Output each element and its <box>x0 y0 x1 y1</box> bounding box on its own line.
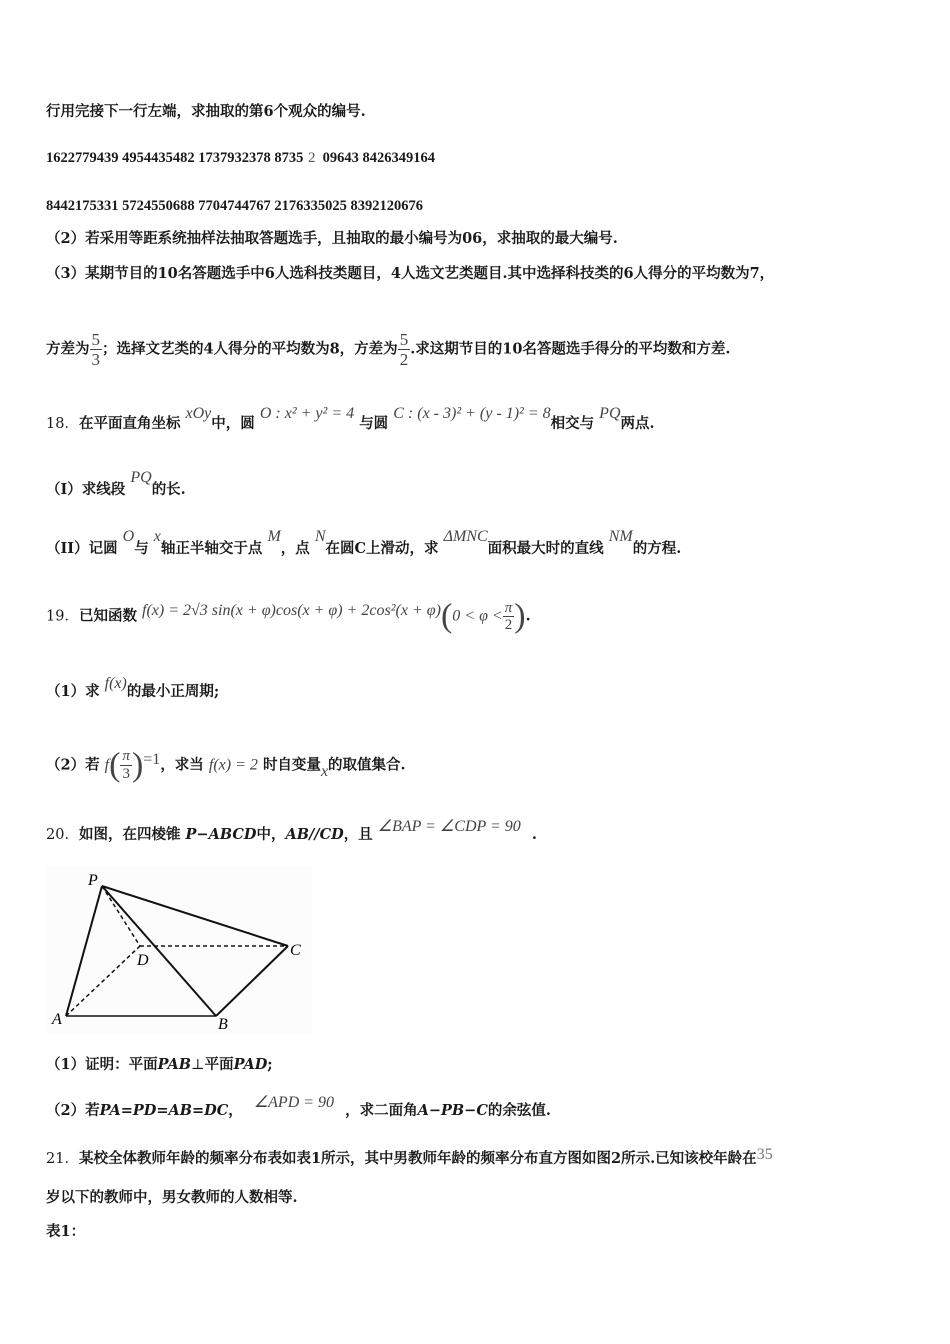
q21-stem <box>46 1146 773 1169</box>
q18-part-2-text-a: （II）记圆 <box>46 540 118 557</box>
paren-close: ) <box>131 746 144 784</box>
q17-part-2: （2）若采用等距系统抽样法抽取答题选手，且抽取的最小编号为06，求抽取的最大编号. <box>46 230 618 247</box>
segment-pq: PQ <box>130 469 152 486</box>
q18-text-b: 中，圆 <box>211 415 255 432</box>
q20-text-b: 中， <box>256 826 286 843</box>
points-pq: PQ <box>599 405 621 422</box>
q20-part-1-text-b: 平面 <box>204 1056 234 1073</box>
fraction-denominator: 3 <box>91 350 100 369</box>
paren-close: ) <box>514 597 526 635</box>
random-numbers-part-a: 1622779439 4954435482 1737932378 8735 <box>46 150 304 166</box>
angle-condition: ∠BAP = ∠CDP = 90 <box>377 818 521 835</box>
paren-open: ( <box>109 746 121 784</box>
q19-part-2-text-c: 时自变量 <box>262 756 321 774</box>
q21-text-a: 某校全体教师年龄的频率分布表如表1所示，其中男教师年龄的频率分布直方图如图2所示.已知该校年龄在 <box>78 1150 757 1167</box>
point-m-symbol: M <box>267 528 281 545</box>
variance-label-3: .求这期节目的10名答题选手得分的平均数和方差. <box>410 340 731 358</box>
q19-part-1-text-b: 的最小正周期; <box>126 683 220 700</box>
q18-part-2-text-d: ，点 <box>280 540 310 557</box>
age-35: 35 <box>756 1146 773 1163</box>
fraction-numerator: π <box>504 600 513 616</box>
phi-condition: 0 < φ < <box>452 607 503 625</box>
q19-part-2 <box>46 748 406 783</box>
q20-part-1-text-a: （1）证明：平面 <box>46 1056 158 1073</box>
q18-part-2-text-b: 与 <box>134 540 149 557</box>
q18-part-2 <box>46 528 682 559</box>
coordinate-system-xoy: xOy <box>185 405 212 422</box>
q19-stem <box>46 597 531 635</box>
q19-period: . <box>525 607 531 625</box>
random-number-row-1 <box>46 148 435 168</box>
fraction-5-3 <box>90 330 103 369</box>
point-n-symbol: N <box>314 528 326 545</box>
q19-part-1 <box>46 675 220 702</box>
dihedral-angle-apbc: A−PB−C <box>417 1102 488 1119</box>
fraction-denominator: 2 <box>503 616 515 633</box>
fraction-5-2 <box>398 330 411 369</box>
parallel-ab-cd: AB//CD <box>285 826 344 843</box>
q19-part-2-text-d: 的取值集合. <box>328 756 406 774</box>
q17-part-3-variance-line <box>46 330 730 369</box>
q20-part-2-text-a: （2）若 <box>46 1102 100 1119</box>
q18-part-1-text-b: 的长. <box>151 481 186 498</box>
vertex-label-p: P <box>88 872 98 889</box>
q18-part-2-text-g: 的方程. <box>632 540 682 557</box>
fraction-pi-3 <box>120 748 132 783</box>
q20-part-1 <box>46 1055 273 1075</box>
q18-part-1-text-a: （I）求线段 <box>46 481 126 498</box>
q19-text-a: 已知函数 <box>78 607 137 625</box>
circle-c-equation: C : (x - 3)² + (y - 1)² = 8 <box>393 405 551 422</box>
q17-continuation-text: 行用完接下一行左端，求抽取的第6个观众的编号. <box>46 103 366 120</box>
paren-open: ( <box>440 597 453 635</box>
random-numbers-part-b: 09643 8426349164 <box>322 150 435 166</box>
function-fx-equals-2: f(x) = 2 <box>208 756 258 774</box>
q18-text-e: 两点. <box>620 415 655 432</box>
question-number-18: 18． <box>46 416 79 432</box>
x-axis-symbol: x <box>153 528 161 545</box>
function-fx: f(x) <box>104 675 127 692</box>
question-number-19: 19． <box>46 608 79 625</box>
q20-part-2 <box>46 1094 551 1121</box>
table-1-label: 表1： <box>46 1223 86 1240</box>
vertex-label-c: C <box>290 942 301 959</box>
fraction-denominator: 2 <box>399 350 409 369</box>
random-number-superscript: 2 <box>308 150 316 166</box>
variance-label-1: 方差为 <box>46 340 90 358</box>
q18-part-1 <box>46 469 186 500</box>
q19-part-1-text-a: （1）求 <box>46 683 100 700</box>
q18-part-2-text-c: 轴正半轴交于点 <box>160 540 263 557</box>
line-nm: NM <box>608 528 633 545</box>
equals-one: =1 <box>143 750 161 768</box>
q19-part-2-text-a: （2）若 <box>46 756 100 774</box>
q20-text-a: 如图，在四棱锥 <box>78 826 181 843</box>
q18-text-d: 相交与 <box>550 415 595 432</box>
variable-x: x <box>320 762 329 780</box>
q19-part-2-text-b: ，求当 <box>160 756 204 774</box>
pyramid-figure <box>46 866 312 1034</box>
q20-part-2-text-c: ，求二面角 <box>345 1102 418 1119</box>
circle-o-symbol: O <box>122 528 135 545</box>
q18-stem <box>46 405 655 434</box>
q20-part-1-text-c: ; <box>267 1056 273 1073</box>
q20-text-c: ，且 <box>343 826 373 843</box>
q20-stem <box>46 818 537 845</box>
q18-part-2-text-e: 在圆C上滑动，求 <box>325 540 439 557</box>
q18-text-a: 在平面直角坐标 <box>78 415 181 432</box>
circle-o-equation: O : x² + y² = 4 <box>259 405 355 422</box>
q18-text-c: 与圆 <box>359 415 389 432</box>
function-definition: f(x) = 2√3 sin(x + φ)cos(x + φ) + 2cos²(x + φ) <box>142 601 441 619</box>
q20-part-2-text-d: 的余弦值. <box>487 1102 551 1119</box>
q21-stem-line-2: 岁以下的教师中，男女教师的人数相等. <box>46 1189 298 1206</box>
pyramid-pabcd: P−ABCD <box>185 826 257 843</box>
q20-part-2-text-b: ， <box>228 1102 243 1119</box>
fraction-numerator: π <box>122 748 130 764</box>
vertex-label-b: B <box>218 1016 228 1033</box>
vertex-label-d: D <box>137 952 149 969</box>
fraction-pi-2 <box>503 600 515 633</box>
q20-period: . <box>531 826 537 843</box>
function-f: f <box>104 756 110 774</box>
equal-lengths: PA=PD=AB=DC <box>99 1102 229 1119</box>
triangle-mnc: ΔMNC <box>443 528 488 545</box>
q18-part-2-text-f: 面积最大时的直线 <box>487 540 604 557</box>
figure-background <box>46 866 312 1034</box>
fraction-denominator: 3 <box>120 765 132 783</box>
angle-apd: ∠APD = 90 <box>253 1094 335 1111</box>
q17-part-3: （3）某期节目的10名答题选手中6人选科技类题目，4人选文艺类题目.其中选择科技类的6人得分的平均数为7， <box>46 265 775 282</box>
plane-pad: PAD <box>233 1056 268 1073</box>
question-number-20: 20． <box>46 827 79 843</box>
plane-pab: PAB <box>157 1056 191 1073</box>
vertex-label-a: A <box>52 1011 62 1028</box>
perpendicular-symbol: ⊥ <box>190 1057 205 1073</box>
variance-label-2: ；选择文艺类的4人得分的平均数为8，方差为 <box>102 340 398 358</box>
random-number-row-2: 8442175331 5724550688 7704744767 2176335025 8392120676 <box>46 198 423 214</box>
question-number-21: 21． <box>46 1151 79 1167</box>
fraction-numerator: 5 <box>399 330 409 349</box>
fraction-numerator: 5 <box>91 330 100 349</box>
